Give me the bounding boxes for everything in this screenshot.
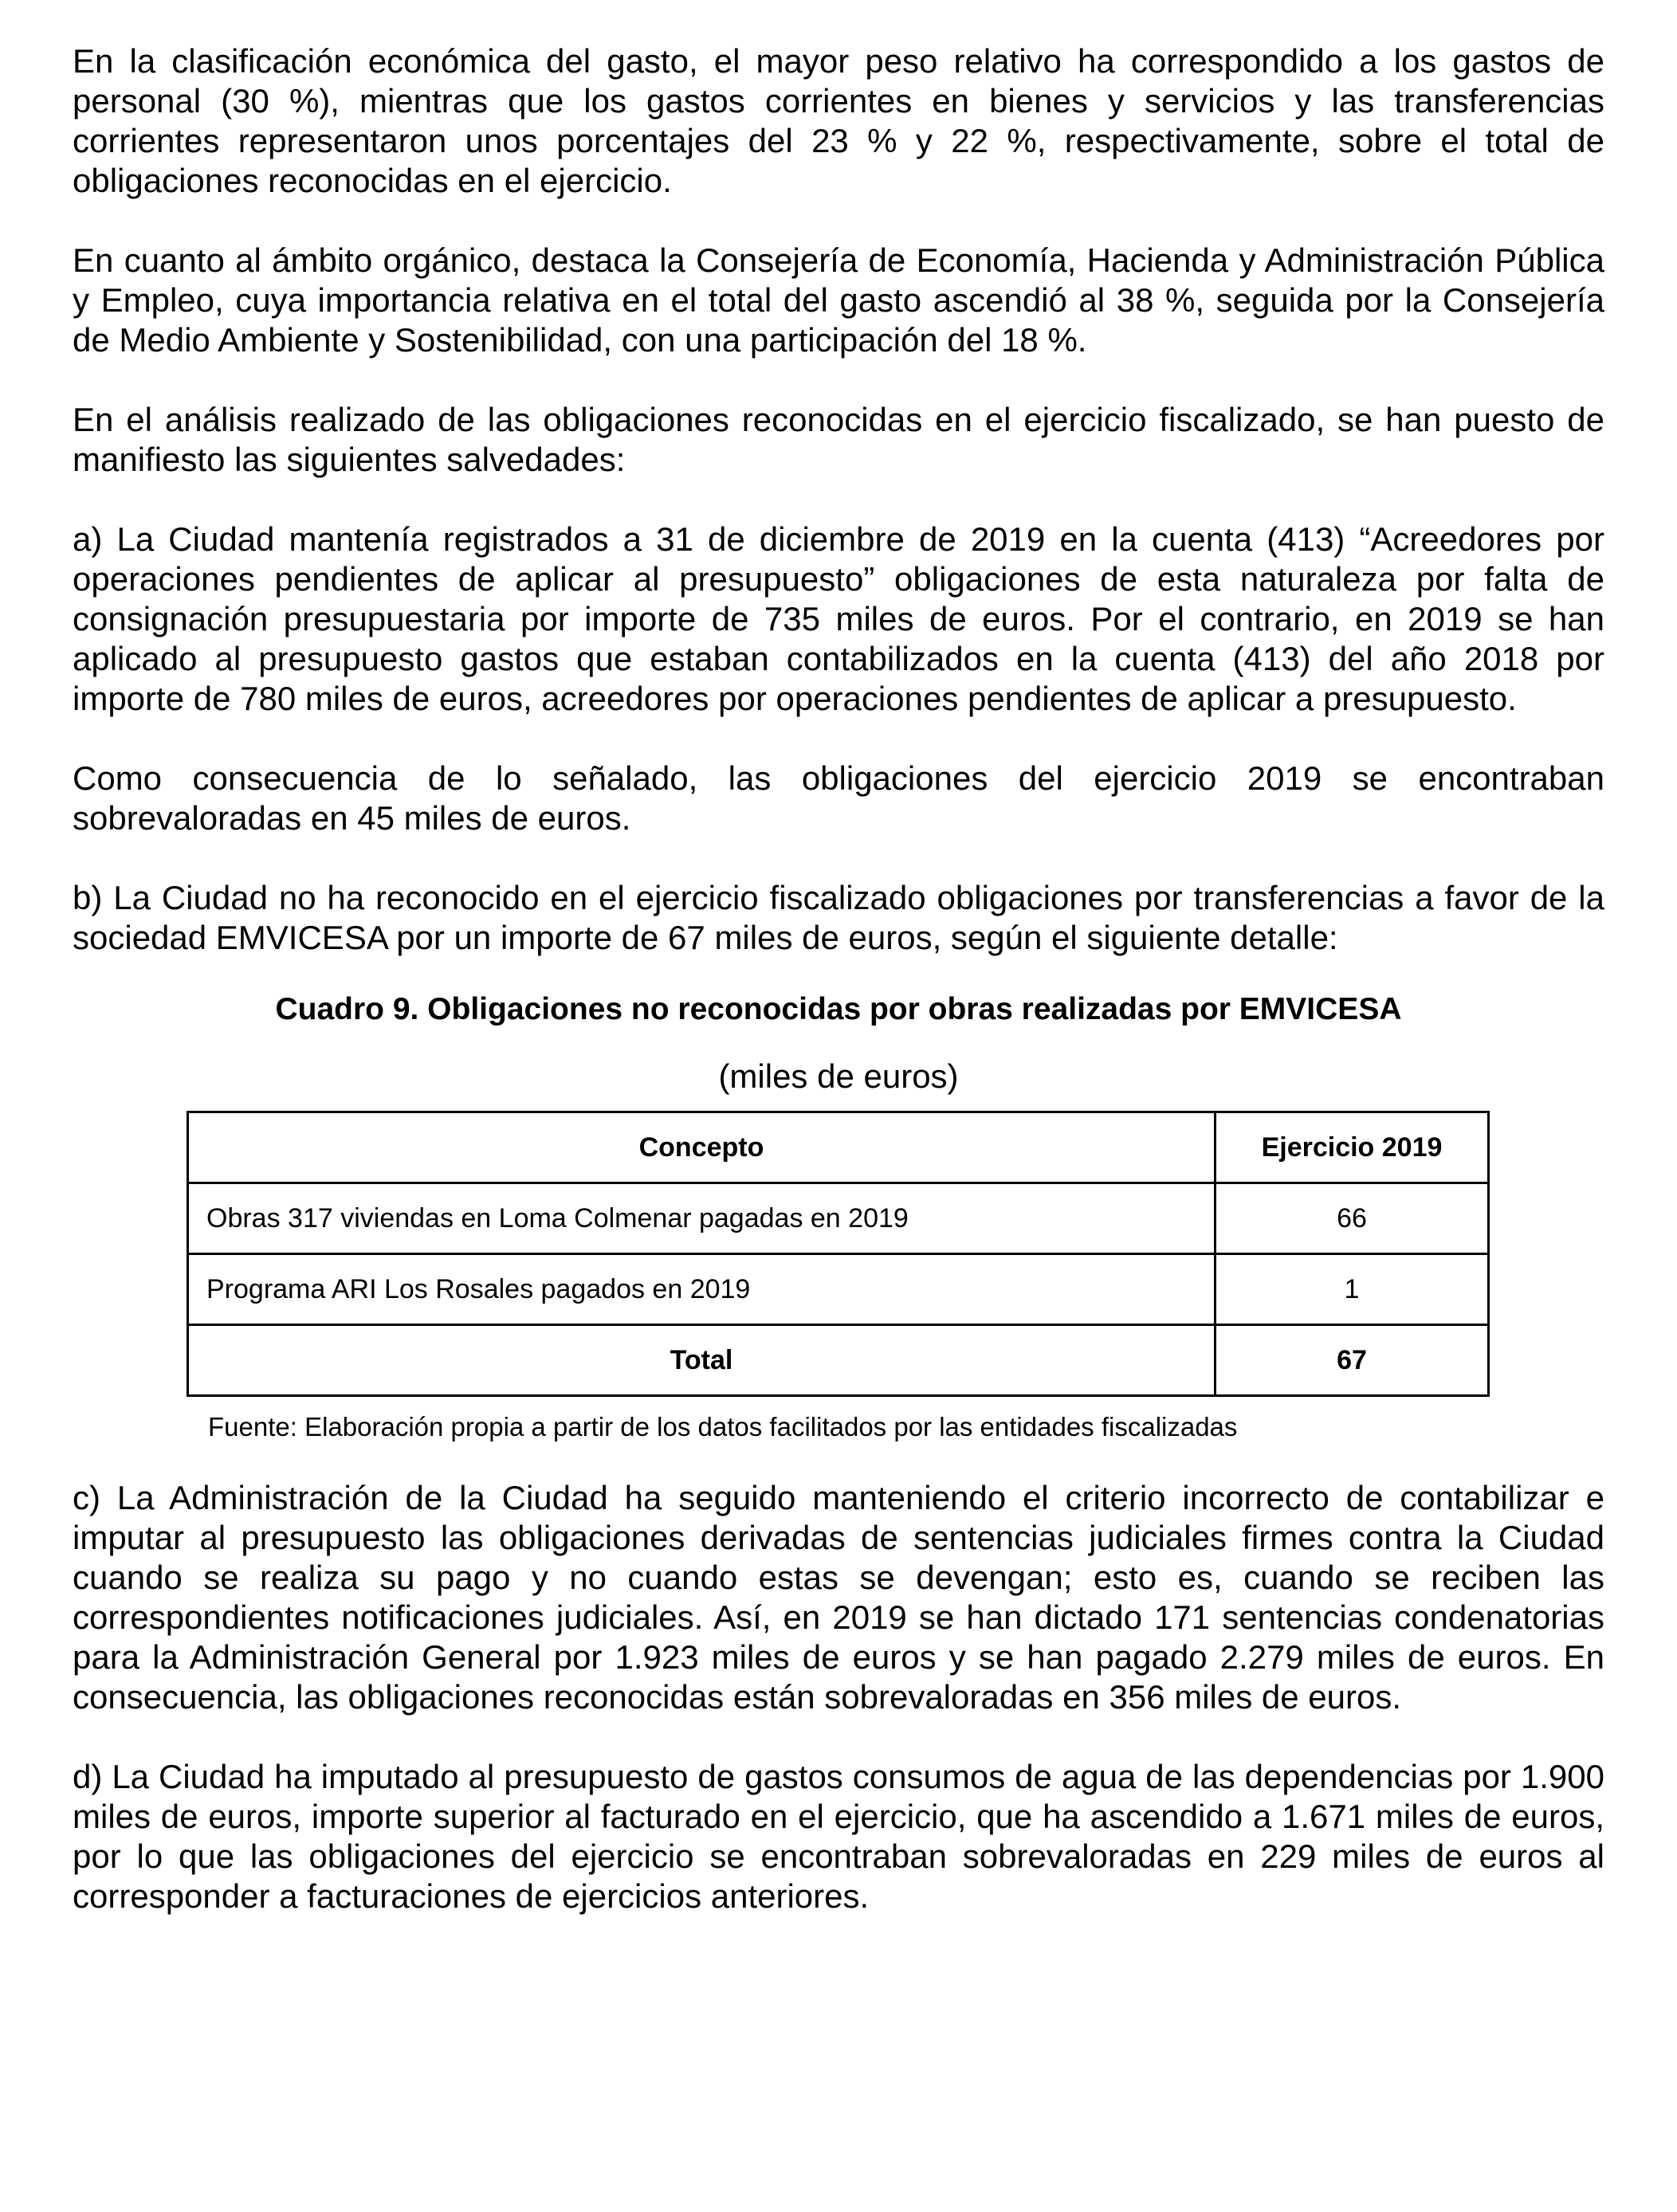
paragraph-qualification-a: a) La Ciudad mantenía registrados a 31 de diciembre de 2019 en la cuenta (413) “Acreedores por operaciones pendientes de aplicar al presupuesto” obligaciones de esta naturaleza por falta de consignación presupuestaria por importe de 735 miles de euros. Por el contrario, en 2019 se han aplicado al presupuesto gastos que estaban contabilizados en la cuenta (413) del año 2018 por importe de 780 miles de euros, acreedores por operaciones pendientes de aplicar a presupuesto.	[73, 520, 1604, 717]
table-row	[188, 1254, 1489, 1325]
document-page	[73, 41, 1604, 1956]
row-value: 66	[1216, 1183, 1489, 1254]
paragraph-qualification-c: c) La Administración de la Ciudad ha seguido manteniendo el criterio incorrecto de contabilizar e imputar al presupuesto las obligaciones derivadas de sentencias judiciales firmes contra la Ciudad cuando se realiza su pago y no cuando estas se devengan; esto es, cuando se reciben las correspondientes notificaciones judiciales. Así, en 2019 se han dictado 171 sentencias condenatorias para la Administración General por 1.923 miles de euros y se han pagado 2.279 miles de euros. En consecuencia, las obligaciones reconocidas están sobrevaloradas en 356 miles de euros.	[73, 1479, 1604, 1716]
bottom-section	[73, 1478, 1604, 1916]
table-total-row	[188, 1325, 1489, 1396]
table-units: (miles de euros)	[718, 1057, 959, 1095]
header-concept: Concepto	[188, 1112, 1216, 1183]
header-year: Ejercicio 2019	[1216, 1112, 1489, 1183]
paragraph-analysis-intro: En el análisis realizado de las obligaciones reconocidas en el ejercicio fiscalizado, se han puesto de manifiesto las siguientes salvedades:	[73, 401, 1604, 478]
table-source-note: Fuente: Elaboración propia a partir de los datos facilitados por las entidades fiscalizadas	[208, 1412, 1238, 1441]
paragraph-economic-classification: En la clasificación económica del gasto, el mayor peso relativo ha correspondido a los gastos de personal (30 %), mientras que los gastos corrientes en bienes y servicios y las transferencias corrientes representaron unos porcentajes del 23 % y 22 %, respectivamente, sobre el total de obligaciones reconocidas en el ejercicio.	[73, 42, 1604, 199]
paragraph-organic-scope: En cuanto al ámbito orgánico, destaca la Consejería de Economía, Hacienda y Administración Pública y Empleo, cuya importancia relativa en el total del gasto ascendió al 38 %, seguida por la Consejería de Medio Ambiente y Sostenibilidad, con una participación del 18 %.	[73, 241, 1604, 359]
total-label: Total	[188, 1325, 1216, 1396]
row-concept: Programa ARI Los Rosales pagados en 2019	[188, 1254, 1216, 1325]
row-concept: Obras 317 viviendas en Loma Colmenar pagadas en 2019	[188, 1183, 1216, 1254]
paragraph-qualification-b: b) La Ciudad no ha reconocido en el ejercicio fiscalizado obligaciones por transferencias a favor de la sociedad EMVICESA por un importe de 67 miles de euros, según el siguiente detalle:	[73, 879, 1604, 956]
table-row	[188, 1183, 1489, 1254]
table-header-row	[188, 1112, 1489, 1183]
paragraph-qualification-d: d) La Ciudad ha imputado al presupuesto de gastos consumos de agua de las dependencias por 1.900 miles de euros, importe superior al facturado en el ejercicio, que ha ascendido a 1.671 miles de euros, por lo que las obligaciones del ejercicio se encontraban sobrevaloradas en 229 miles de euros al corresponder a facturaciones de ejercicios anteriores.	[73, 1758, 1604, 1915]
paragraph-consequence: Como consecuencia de lo señalado, las obligaciones del ejercicio 2019 se encontraban sobrevaloradas en 45 miles de euros.	[73, 759, 1604, 837]
row-value: 1	[1216, 1254, 1489, 1325]
total-value: 67	[1216, 1325, 1489, 1396]
obligations-table	[187, 1111, 1490, 1397]
table-caption: Cuadro 9. Obligaciones no reconocidas por obras realizadas por EMVICESA	[275, 992, 1402, 1026]
